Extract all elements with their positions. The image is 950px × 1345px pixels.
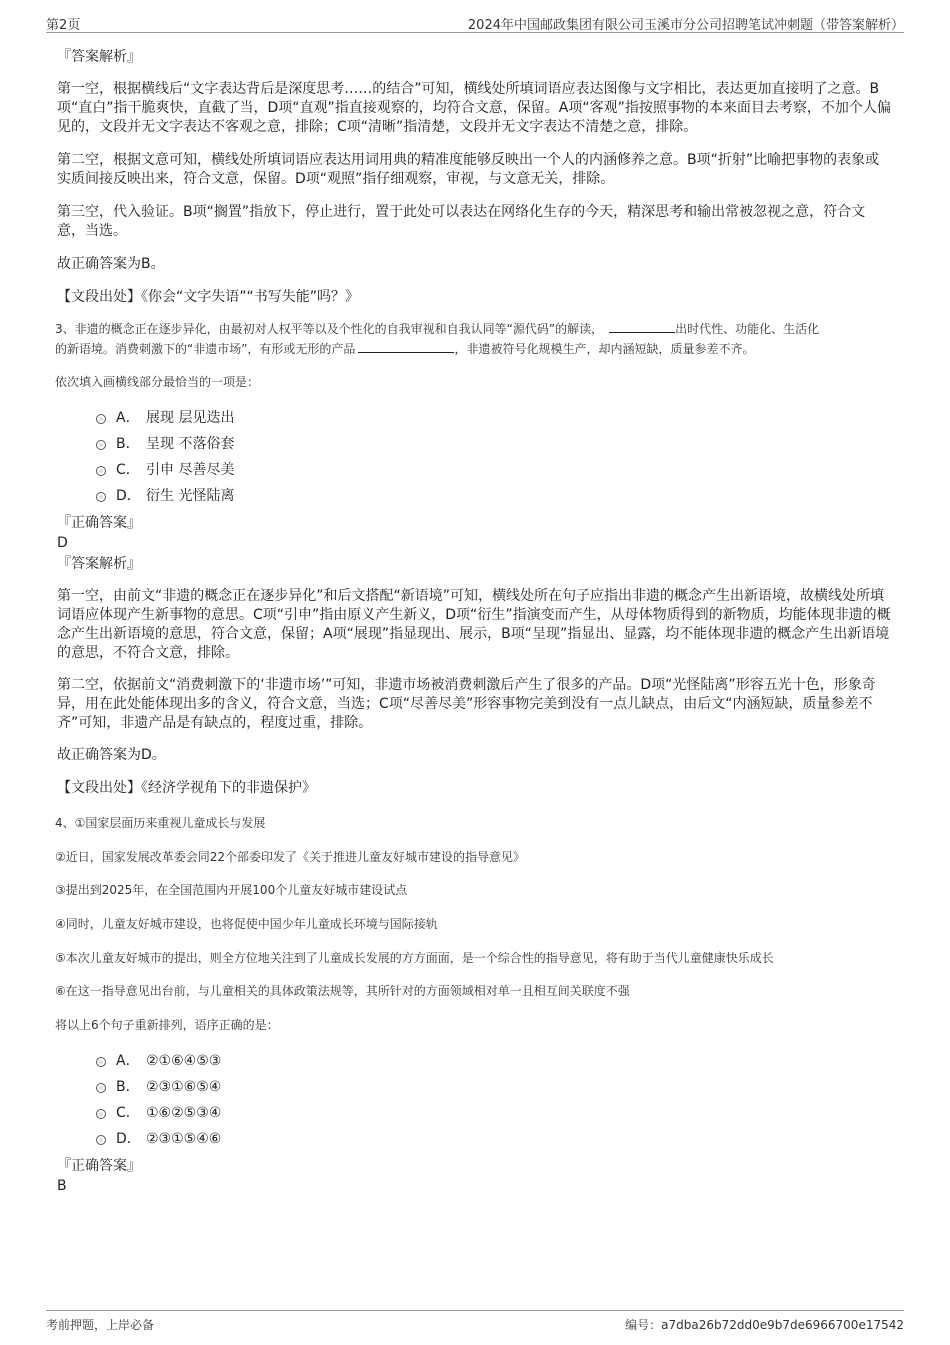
radio-icon[interactable] — [96, 1109, 106, 1119]
q4-sentence-2: ②近日，国家发展改革委会同22个部委印发了《关于推进儿童友好城市建设的指导意见》 — [55, 850, 526, 864]
q4-option-a[interactable]: A． ②①⑥④⑤③ — [96, 1051, 221, 1071]
q3-correct-answer: D — [57, 535, 68, 551]
page-header — [46, 10, 904, 33]
q3-analysis-label: 『答案解析』 — [57, 556, 141, 572]
q3-stem-part-d: ，非遗被符号化规模生产，却内涵短缺，质量参差不齐。 — [454, 342, 755, 356]
q2-analysis-label: 『答案解析』 — [57, 49, 141, 65]
q4-correct-answer: B — [57, 1178, 67, 1194]
q3-analysis-para-2: 第二空，依据前文“消费刺激下的‘非遗市场’”可知，非遗市场被消费刺激后产生了很多的产品。D项“光怪陆离”形容五光十色，形象奇异，用在此处能体现出多的含义，符合文意，当选；C项“尽善尽美”形容事物完美到没有一点儿缺点，由后文“内涵短缺，质量参差不齐”可知，非遗产品是有缺点的，程度过重，排除。 — [57, 677, 876, 731]
q3-conclusion: 故正确答案为D。 — [57, 747, 166, 763]
q4-option-b[interactable]: B． ②③①⑥⑤④ — [96, 1077, 221, 1097]
radio-icon[interactable] — [96, 440, 106, 450]
footer-slogan: 考前押题，上岸必备 — [46, 1318, 155, 1332]
q3-blank-1 — [609, 320, 675, 333]
document-id: 编号：a7dba26b72dd0e9b7de6966700e17542 — [625, 1318, 904, 1332]
page-footer — [46, 1310, 904, 1335]
q2-conclusion: 故正确答案为B。 — [57, 256, 165, 272]
q3-stem-part-a: 3、非遗的概念正在逐步异化，由最初对人权平等以及个性化的自我审视和自我认同等“源代码”的解读， — [55, 322, 604, 336]
q3-option-b[interactable]: B． 呈现 不落俗套 — [96, 434, 234, 454]
page-number: 第2页 — [46, 18, 81, 33]
q3-option-a[interactable]: A． 展现 层见迭出 — [96, 408, 234, 428]
q3-blank-2 — [358, 340, 454, 353]
q4-correct-label: 『正确答案』 — [57, 1158, 141, 1174]
radio-icon[interactable] — [96, 492, 106, 502]
q2-source: 【文段出处】《你会“文字失语”“书写失能”吗？》 — [57, 289, 360, 305]
radio-icon[interactable] — [96, 414, 106, 424]
q3-analysis-para-1: 第一空，由前文“非遗的概念正在逐步异化”和后文搭配“新语境”可知，横线处所在句子应指出非遗的概念产生出新语境，故横线处所填词语应体现产生新事物的意思。C项“引申”指由原义产生新义，D项“衍生”指演变而产生，从母体物质得到的新物质，均能体现非遗的概念产生出新语境的意思，符合文意，保留；A项“展现”指显现出、展示，B项“呈现”指显出、显露，均不能体现非遗的概念产生出新语境的意思，不符合文意，排除。 — [57, 588, 891, 661]
q3-stem-part-b: 出时代性、功能化、生活化 — [675, 322, 820, 336]
q4-sentence-5: ⑤本次儿童友好城市的提出，则全方位地关注到了儿童成长发展的方方面面，是一个综合性的指导意见，将有助于当代儿童健康快乐成长 — [55, 951, 774, 965]
q3-correct-label: 『正确答案』 — [57, 515, 141, 531]
q2-analysis-para-2: 第二空，根据文意可知，横线处所填词语应表达用词用典的精准度能够反映出一个人的内涵修养之意。B项“折射”比喻把事物的表象或实质间接反映出来，符合文意，保留。D项“观照”指仔细观察，审视，与文意无关，排除。 — [57, 152, 880, 187]
q3-option-c[interactable]: C． 引申 尽善尽美 — [96, 460, 234, 480]
radio-icon[interactable] — [96, 1083, 106, 1093]
q4-prompt: 将以上6个句子重新排列，语序正确的是： — [55, 1018, 279, 1032]
q2-analysis-para-1: 第一空，根据横线后“文字表达背后是深度思考……的结合”可知，横线处所填词语应表达图像与文字相比，表达更加直接明了之意。B项“直白”指干脆爽快，直截了当，D项“直观”指直接观察的，均符合文意，保留。A项“客观”指按照事物的本来面目去考察，不加个人偏见的，文段并无文字表达不客观之意，排除；C项“清晰”指清楚，文段并无文字表达不清楚之意，排除。 — [57, 81, 891, 135]
q4-option-c[interactable]: C． ①⑥②⑤③④ — [96, 1103, 221, 1123]
q3-stem-line-2 — [55, 340, 754, 358]
q3-option-d[interactable]: D． 衍生 光怪陆离 — [96, 486, 234, 506]
radio-icon[interactable] — [96, 1057, 106, 1067]
q3-stem-part-c: 的新语境。消费刺激下的“非遗市场”，有形或无形的产品 — [55, 342, 356, 356]
radio-icon[interactable] — [96, 466, 106, 476]
q3-source: 【文段出处】《经济学视角下的非遗保护》 — [57, 780, 316, 796]
q4-sentence-4: ④同时，儿童友好城市建设，也将促使中国少年儿童成长环境与国际接轨 — [55, 917, 438, 931]
q3-prompt: 依次填入画横线部分最恰当的一项是： — [55, 375, 260, 389]
q3-stem-line-1 — [55, 320, 819, 338]
q4-option-d[interactable]: D． ②③①⑤④⑥ — [96, 1129, 221, 1149]
document-title: 2024年中国邮政集团有限公司玉溪市分公司招聘笔试冲刺题（带答案解析） — [467, 18, 904, 33]
q2-analysis-para-3: 第三空，代入验证。B项“搁置”指放下，停止进行，置于此处可以表达在网络化生存的今天，精深思考和输出常被忽视之意，符合文意，当选。 — [57, 204, 866, 239]
q4-sentence-3: ③提出到2025年，在全国范围内开展100个儿童友好城市建设试点 — [55, 883, 408, 897]
q4-sentence-6: ⑥在这一指导意见出台前，与儿童相关的具体政策法规等，其所针对的方面领域相对单一且相互间关联度不强 — [55, 984, 630, 998]
radio-icon[interactable] — [96, 1135, 106, 1145]
q4-sentence-1: 4、①国家层面历来重视儿童成长与发展 — [55, 816, 266, 830]
